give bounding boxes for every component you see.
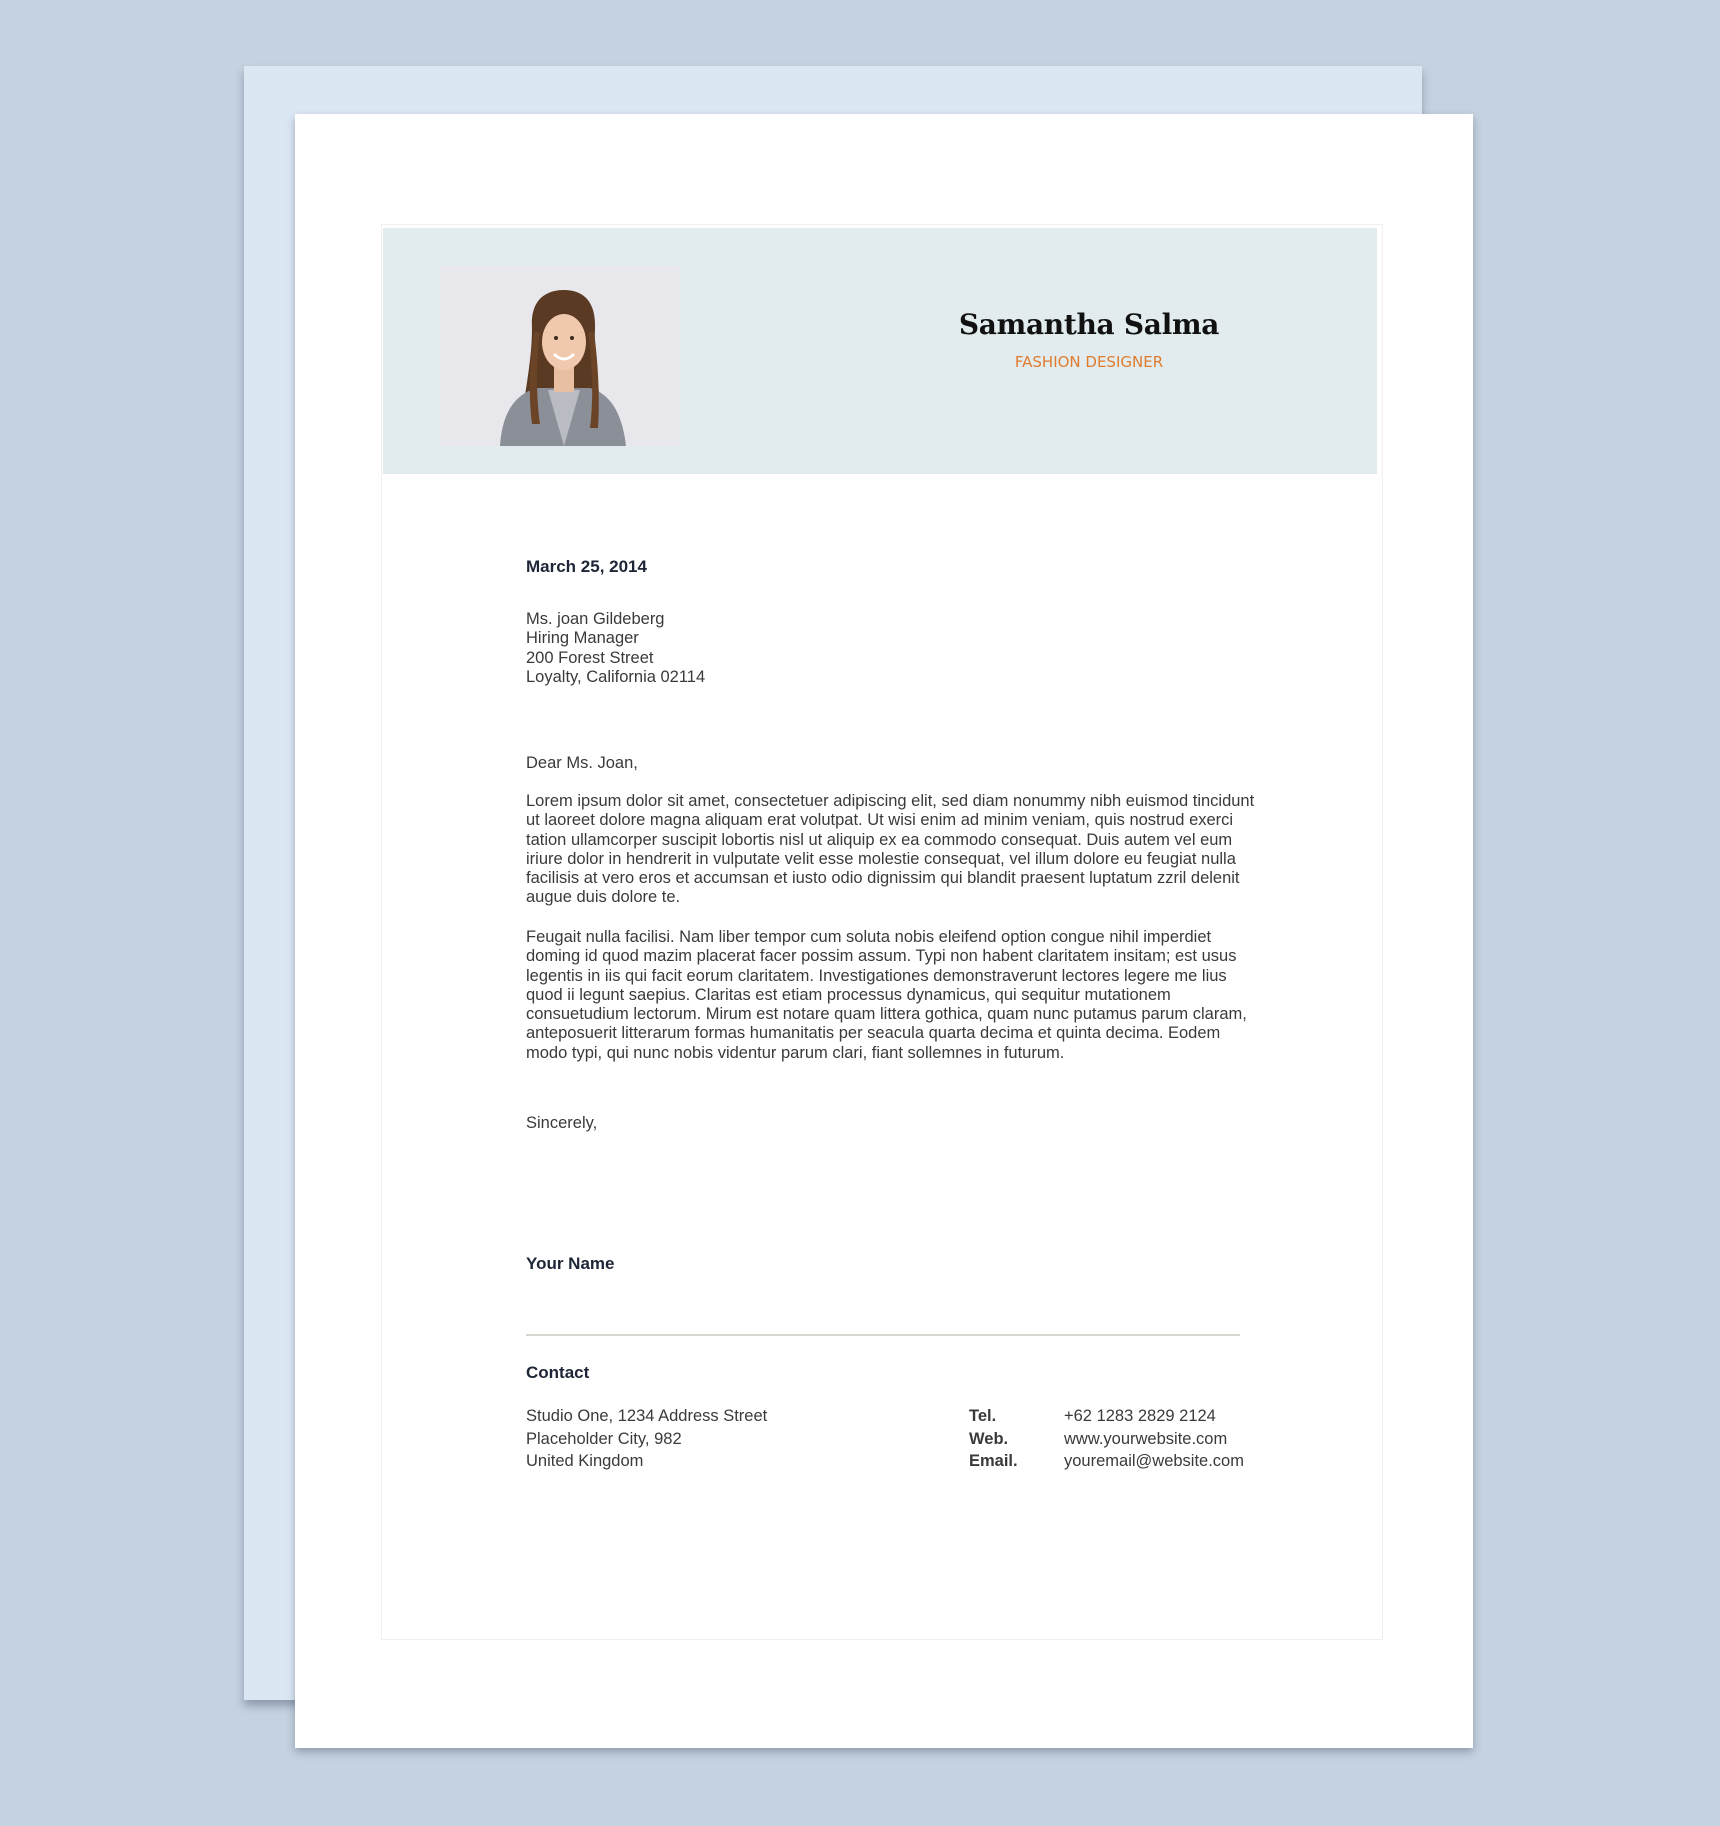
- signature-name: Your Name: [526, 1254, 615, 1273]
- address-line: United Kingdom: [526, 1452, 644, 1470]
- header-band: [383, 228, 1377, 474]
- applicant-title: FASHION DESIGNER: [1014, 353, 1164, 371]
- contact-heading: Contact: [526, 1363, 590, 1382]
- recipient-block: [526, 610, 705, 687]
- salutation: Dear Ms. Joan,: [526, 754, 638, 772]
- recipient-city: Loyalty, California 02114: [526, 667, 706, 686]
- recipient-position: Hiring Manager: [526, 629, 639, 648]
- contact-labels: [969, 1405, 1018, 1473]
- divider: [526, 1334, 1240, 1336]
- email-label: Email.: [969, 1452, 1018, 1470]
- letter-date: March 25, 2014: [526, 557, 647, 576]
- recipient-street: 200 Forest Street: [526, 648, 654, 667]
- contact-address: [526, 1405, 767, 1473]
- contact-values: [1064, 1405, 1244, 1473]
- profile-photo-illustration: [440, 266, 680, 446]
- name-block: [933, 308, 1245, 371]
- body-paragraph: Lorem ipsum dolor sit amet, consectetuer adipiscing elit, sed diam nonummy nibh euismod tincidunt ut laoreet dolore magna aliquam erat volutpat. Ut wisi enim ad minim veniam, quis nostrud exerci tation ullamcorper suscipit lobortis nisl ut aliquip ex ea commodo consequat. Duis autem vel eum iriure dolor in hendrerit in vulputate velit esse molestie consequat, vel illum dolore eu feugiat nulla facilisis at vero eros et accumsan et iusto odio dignissim qui blandit praesent luptatum zzril delenit augue duis dolore te.: [526, 792, 1255, 907]
- tel-value: +62 1283 2829 2124: [1064, 1407, 1216, 1425]
- email-value: youremail@website.com: [1064, 1452, 1244, 1470]
- address-line: Placeholder City, 982: [526, 1429, 682, 1448]
- closing: Sincerely,: [526, 1114, 598, 1132]
- recipient-name: Ms. joan Gildeberg: [526, 610, 665, 628]
- body-paragraph: Feugait nulla facilisi. Nam liber tempor cum soluta nobis eleifend option congue nihil imperdiet doming id quod mazim placerat facer possim assum. Typi non habent claritatem insitam; est usus legentis in iis qui facit eorum claritatem. Investigationes demonstraverunt lectores legere me lius quod ii legunt saepius. Claritas est etiam processus dynamicus, qui sequitur mutationem consuetudium lectorum. Mirum est notare quam littera gothica, quam nunc putamus parum claram, anteposuerit litterarum formas humanitatis per seacula quarta decima et quinta decima. Eodem modo typi, qui nunc nobis videntur parum clari, fiant sollemnes in futurum.: [526, 928, 1247, 1062]
- applicant-name: Samantha Salma: [958, 308, 1220, 341]
- address-line: Studio One, 1234 Address Street: [526, 1407, 768, 1425]
- tel-label: Tel.: [969, 1407, 997, 1425]
- profile-photo: [440, 266, 680, 446]
- web-value: www.yourwebsite.com: [1064, 1429, 1228, 1448]
- web-label: Web.: [969, 1429, 1009, 1448]
